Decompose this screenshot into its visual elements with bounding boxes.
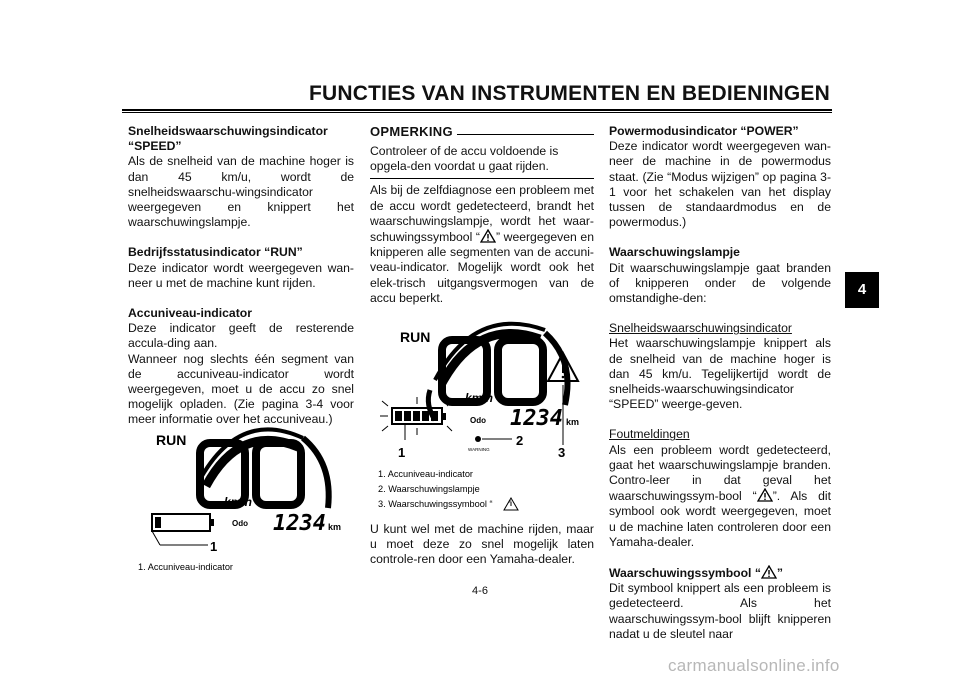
figure-caption: 3. Waarschuwingssymbool “ ” (378, 499, 512, 509)
note-header (370, 124, 594, 142)
paragraph: Deze indicator wordt weergegeven wan-neer de machine in de powermodus staat. (Zie “Modus wijzigen” op pagina 3-1 voor het schakelen van het display tussen de standaardmodus en de powermodus.) (609, 139, 831, 230)
paragraph: Als bij de zelfdiagnose een probleem met de accu wordt gedetecteerd, brandt het waarschuwingslampje, wordt het waar-schuwingssymbool “ ” weergegeven en knipperen alle segmenten van de accuni-veau-indicator. Mogelijk wordt ook het elek-trisch uitgangsvermogen van de accu beperkt. (370, 183, 594, 305)
odo-label: Odo (232, 519, 248, 528)
subheading: Snelheidswaarschuwingsindicator (609, 321, 792, 336)
paragraph: Dit symbool knippert als een probleem is gedetecteerd. Als het waarschuwingssym-bool blijft knipperen nadat u de sleutel naar (609, 581, 831, 641)
header-rule (122, 109, 832, 111)
note-title: OPMERKING (370, 124, 457, 139)
section-body: Deze indicator geeft de resterende accula-ding aan. (128, 321, 354, 351)
warning-triangle-icon (757, 488, 773, 502)
figure-caption: 1. Accuniveau-indicator (138, 562, 233, 572)
run-label: RUN (400, 329, 431, 345)
paragraph: U kunt wel met de machine rijden, maar u moet deze zo snel mogelijk laten controle-ren door een Yamaha-dealer. (370, 522, 594, 567)
battery-indicator (392, 408, 446, 424)
odo-label: Odo (470, 416, 486, 425)
section-heading: Waarschuwingslampje (609, 245, 740, 260)
section-heading: Powermodusindicator “POWER” (609, 124, 799, 138)
warning-triangle-icon (761, 565, 777, 579)
column-2-bottom (370, 522, 594, 568)
speed-unit: km/h (465, 391, 494, 405)
watermark[interactable]: carmanualsonline.info (668, 656, 840, 675)
page-number: 4-6 (472, 585, 488, 597)
note-body: Controleer of de accu voldoende is opgela-den voordat u gaat rijden. (370, 144, 559, 174)
warning-lamp-label: WARNING (468, 447, 490, 452)
section-body: Deze indicator wordt weergegeven wan-neer u met de machine kunt rijden. (128, 260, 354, 290)
section-heading: Snelheidswaarschuwingsindicator “SPEED” (128, 124, 328, 154)
subheading: Foutmeldingen (609, 427, 690, 442)
meter-figure-1 (128, 413, 353, 578)
odo-value: 1234 (510, 406, 563, 431)
figure-caption: 2. Waarschuwingslampje (378, 484, 480, 494)
callout-2: 2 (516, 433, 524, 448)
paragraph: Als een probleem wordt gedetecteerd, gaat het waarschuwingslampje branden. Contro-leer in dat geval het waarschuwingssym-bool “ ”. Als dit symbool ook wordt weergegeven, moet u de machine laten controleren door een Yamaha-dealer. (609, 442, 831, 549)
note-divider (370, 178, 594, 179)
odo-unit: km (566, 417, 580, 427)
section-heading: Accuniveau-indicator (128, 306, 252, 321)
callout-3: 3 (558, 445, 566, 460)
header-rule-thin (122, 112, 832, 113)
speed-unit: km/h (224, 495, 253, 509)
section-body: Als de snelheid van de machine hoger is dan 45 km/u, wordt de snelheidswaarschu-wingsindicator weergegeven en knippert het waarschuwingslampje. (128, 154, 354, 230)
run-label: RUN (156, 432, 187, 448)
section-heading: Bedrijfsstatusindicator “RUN” (128, 245, 303, 260)
section-heading: Waarschuwingssymbool “ ” (609, 566, 784, 581)
odo-unit: km (328, 522, 342, 532)
paragraph: Het waarschuwingslampje knippert als de snelheid van de machine hoger is dan 45 km/u. Tegelijkertijd wordt de snelheids-waarschuwingsindicator “SPEED” weerge-geven. (609, 336, 831, 412)
figure-caption: 1. Accuniveau-indicator (378, 469, 473, 479)
warning-triangle-icon (480, 229, 496, 243)
callout-1: 1 (398, 445, 406, 460)
paragraph: Dit waarschuwingslampje gaat branden of knipperen onder de volgende omstandighe-den: (609, 260, 831, 306)
page-header: FUNCTIES VAN INSTRUMENTEN EN BEDIENINGEN (309, 82, 830, 105)
odo-value: 1234 (273, 511, 326, 536)
column-3 (609, 124, 831, 642)
warning-lamp (475, 436, 481, 442)
battery-segment (155, 517, 161, 528)
meter-figure-2 (370, 305, 600, 520)
chapter-tab[interactable]: 4 (845, 272, 879, 308)
callout-1: 1 (210, 539, 218, 554)
section-body: Wanneer nog slechts één segment van de accuniveau-indicator wordt weergegeven, moet u de accu zo snel mogelijk opladen. (Zie pagina 3-4 voor meer informatie over het accuniveau.) (128, 351, 354, 427)
column-1 (128, 124, 354, 428)
column-2 (370, 124, 594, 306)
